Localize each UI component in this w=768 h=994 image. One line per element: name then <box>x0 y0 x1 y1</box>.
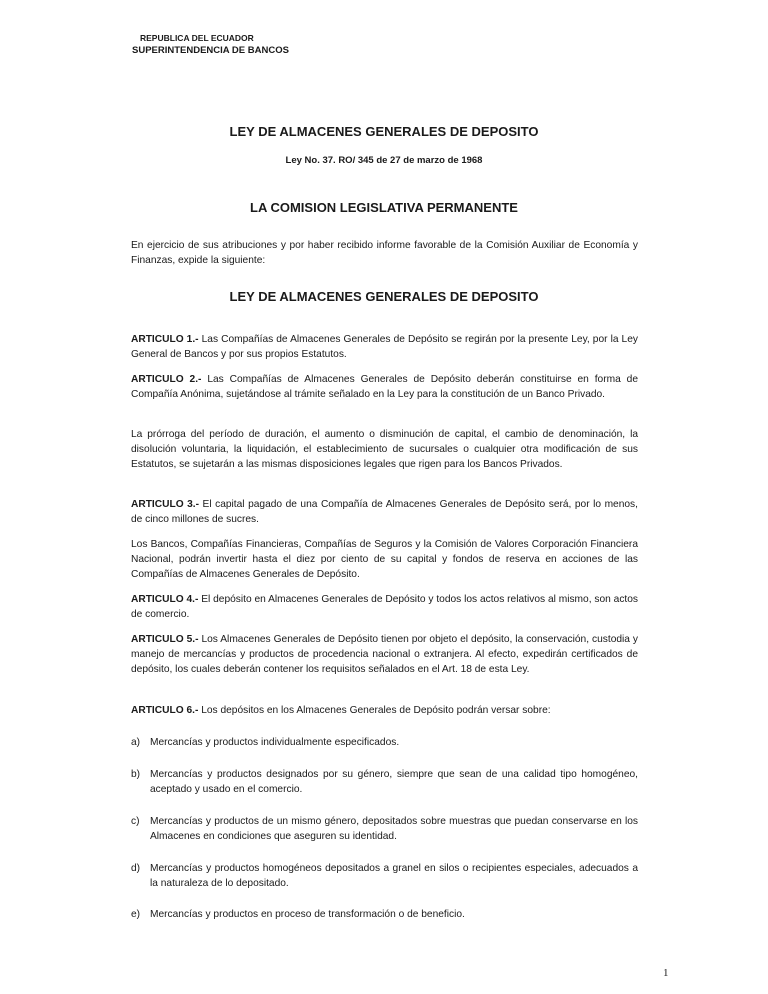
list-item <box>131 767 638 797</box>
list-item <box>131 907 638 922</box>
article-text: Las Compañías de Almacenes Generales de Depósito deberán constituirse en forma de Compañía Anónima, sujetándose al trámite señalado en la Ley para la constitución de un Banco Privado. <box>131 374 638 400</box>
list-item-label: b) <box>131 769 141 780</box>
list-item <box>131 735 638 750</box>
article-label: ARTICULO 5.- <box>131 634 199 645</box>
list-item-text: Mercancías y productos de un mismo género, depositados sobre muestras que puedan conservarse en los Almacenes en condiciones que aseguren su identidad. <box>150 816 638 842</box>
article-5 <box>131 632 638 677</box>
article-text: Las Compañías de Almacenes Generales de Depósito se regirán por la presente Ley, por la Ley General de Bancos y por sus propios Estatutos. <box>131 334 638 360</box>
article-label: ARTICULO 2.- <box>131 374 202 385</box>
article-text: Los Almacenes Generales de Depósito tienen por objeto el depósito, la conservación, custodia y manejo de mercancías y productos de procedencia nacional o extranjera. Al efecto, expedirán certificados de depósito, los cuales deberán contener los requisitos señalados en el Art. 18 de esta Ley. <box>131 634 638 675</box>
article-text: Los depósitos en los Almacenes Generales de Depósito podrán versar sobre: <box>198 705 551 716</box>
header-institution: SUPERINTENDENCIA DE BANCOS <box>132 45 289 56</box>
article-3-paragraph <box>131 537 638 582</box>
article-text: La prórroga del período de duración, el aumento o disminución de capital, el cambio de denominación, la disolución voluntaria, la liquidación, el establecimiento de sucursales o cualquier otra modificación de sus Estatutos, se sujetarán a las mismas disposiciones legales que rigen para los Bancos Privados. <box>131 429 638 470</box>
article-label: ARTICULO 4.- <box>131 594 199 605</box>
article-6 <box>131 703 638 718</box>
law-title: LEY DE ALMACENES GENERALES DE DEPOSITO <box>229 289 539 304</box>
list-item <box>131 814 638 844</box>
list-item-label: a) <box>131 737 141 748</box>
article-3 <box>131 497 638 527</box>
list-item-text: Mercancías y productos individualmente especificados. <box>150 737 400 748</box>
header-country: REPUBLICA DEL ECUADOR <box>140 33 254 43</box>
article-text: El depósito en Almacenes Generales de Depósito y todos los actos relativos al mismo, son actos de comercio. <box>131 594 639 620</box>
article-label: ARTICULO 1.- <box>131 334 199 345</box>
article-4 <box>131 592 638 622</box>
list-item-text: Mercancías y productos designados por su género, siempre que sean de una calidad tipo homogéneo, aceptado y usado en el comercio. <box>150 769 638 795</box>
article-text: El capital pagado de una Compañía de Almacenes Generales de Depósito será, por lo menos, de cinco millones de sucres. <box>131 499 638 525</box>
article-1 <box>131 332 638 362</box>
document-subtitle: Ley No. 37. RO/ 345 de 27 de marzo de 1968 <box>285 155 483 166</box>
list-item-text: Mercancías y productos en proceso de transformación o de beneficio. <box>150 909 465 920</box>
list-item-label: e) <box>131 909 141 920</box>
article-text: Los Bancos, Compañías Financieras, Compañías de Seguros y la Comisión de Valores Corporación Financiera Nacional, podrán invertir hasta el diez por ciento de su capital y fondos de reserva en acciones de las Compañías de Almacenes Generales de Depósito. <box>131 539 638 580</box>
article-2 <box>131 372 638 402</box>
article-label: ARTICULO 3.- <box>131 499 200 510</box>
list-item-label: c) <box>131 816 140 827</box>
list-item-text: Mercancías y productos homogéneos depositados a granel en silos o recipientes especiales, adecuados a la naturaleza de lo depositado. <box>150 863 638 889</box>
issuer-heading: LA COMISION LEGISLATIVA PERMANENTE <box>250 200 518 215</box>
article-label: ARTICULO 6.- <box>131 705 199 716</box>
article-2-paragraph <box>131 427 638 472</box>
page-number: 1 <box>663 967 669 979</box>
list-item-label: d) <box>131 863 141 874</box>
document-title: LEY DE ALMACENES GENERALES DE DEPOSITO <box>229 124 539 139</box>
preamble: En ejercicio de sus atribuciones y por haber recibido informe favorable de la Comisión Auxiliar de Economía y Finanzas, expide la siguiente: <box>131 240 638 266</box>
list-item <box>131 861 638 891</box>
